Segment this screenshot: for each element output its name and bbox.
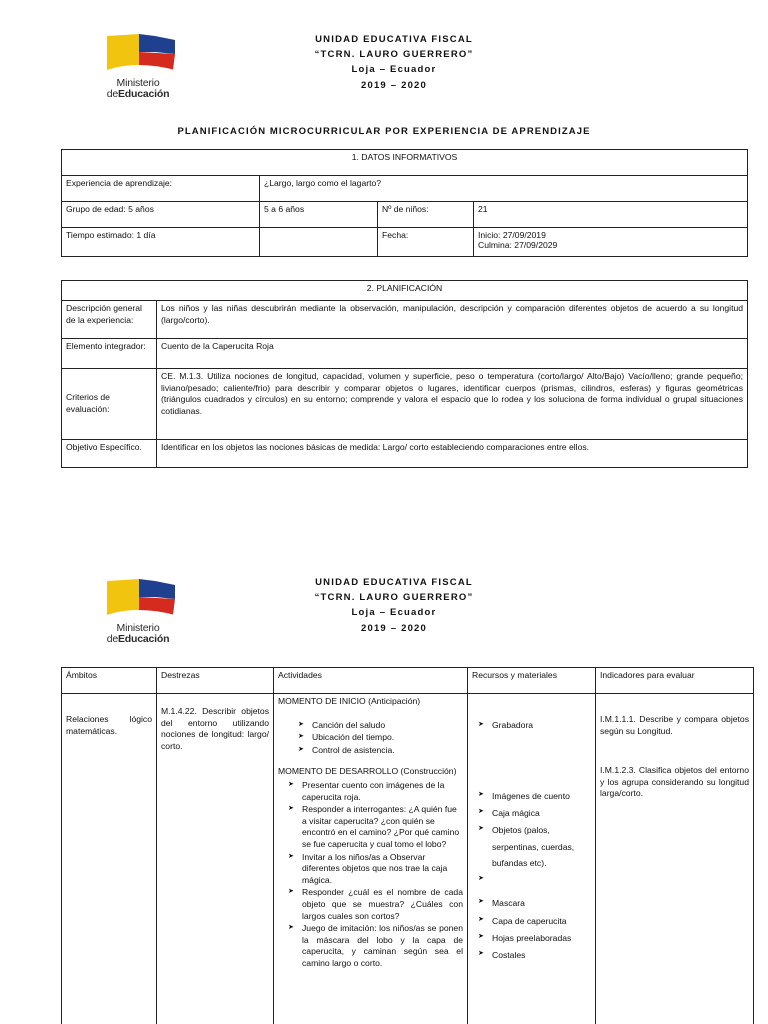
header-destrezas: Destrezas bbox=[157, 668, 274, 694]
experiencia-value: ¿Largo, largo como el lagarto? bbox=[260, 176, 748, 202]
flag-logo-icon bbox=[97, 30, 179, 76]
actividades-cell bbox=[274, 694, 468, 1024]
ambito-value: Relaciones lógico matemáticas. bbox=[66, 714, 152, 736]
grupo-label: Grupo de edad: 5 años bbox=[62, 202, 260, 228]
header-ambitos: Ámbitos bbox=[62, 668, 157, 694]
list-item: ➤ Presentar cuento con imágenes de la caperucita roja. bbox=[288, 780, 463, 803]
recursos-list-a bbox=[478, 720, 591, 732]
planificacion-title: 2. PLANIFICACIÓN bbox=[62, 281, 748, 301]
destreza-value: M.1.4.22. Describir objetos del entorno utilizando nociones de longitud: largo/ corto. bbox=[161, 706, 269, 751]
recursos-list-b bbox=[478, 788, 591, 872]
list-item: ➤ Caja mágica bbox=[478, 805, 591, 821]
header-recursos: Recursos y materiales bbox=[468, 668, 596, 694]
list-item: ➤ Responder ¿cuál es el nombre de cada objeto que se muestra? ¿Cuáles con largos cuales son cortos? bbox=[288, 887, 463, 922]
datos-informativos-table bbox=[61, 149, 748, 257]
descripcion-label: Descripción general de la experiencia: bbox=[62, 301, 157, 339]
school-year: 2019 – 2020 bbox=[360, 622, 428, 634]
school-type: UNIDAD EDUCATIVA FISCAL bbox=[315, 34, 473, 45]
ministerio-logo-2 bbox=[97, 575, 179, 651]
list-item: ➤ Invitar a los niños/as a Observar diferentes objetos que nos trae la caja mágica. bbox=[288, 852, 463, 887]
indicador-1: I.M.1.1.1. Describe y compara objetos según su Longitud. bbox=[600, 714, 749, 736]
fecha-culmina: Culmina: 27/09/2029 bbox=[478, 240, 558, 251]
actividades-table bbox=[61, 667, 754, 1024]
list-item: ➤ Responder a interrogantes: ¿A quién fue a visitar caperucita? ¿con quién se encontró en el camino? ¿Por qué camino se fue caperucita y cual tomo el lobo? bbox=[288, 804, 463, 850]
indicador-2: I.M.1.2.3. Clasifica objetos del entorno y los agrupa considerando su longitud larga/corto. bbox=[600, 765, 749, 799]
indicadores-cell bbox=[596, 694, 754, 1024]
criterios-value: CE. M.1.3. Utiliza nociones de longitud, capacidad, volumen y superficie, peso o temperatura (corto/largo/ Alto/Bajo) Vacío/lleno; grande pequeño; liviano/pesado; caliente/frio) para describir y comparar objetos o lugares, identificar cuerpos (prismas, cilindros, esferas) y figuras geométricas (triángulos cuadrados y círculos) en su entorno; comprende y valora el espacio que lo rodea y los soluciona de forma individual o grupal situaciones cotidianas. bbox=[157, 369, 748, 440]
school-header bbox=[284, 32, 504, 93]
list-item: ➤ Capa de caperucita bbox=[478, 913, 591, 929]
inicio-title: MOMENTO DE INICIO (Anticipación) bbox=[278, 696, 421, 706]
list-item: ➤ Control de asistencia. bbox=[298, 745, 463, 757]
inicio-list bbox=[298, 720, 463, 757]
datos-title: 1. DATOS INFORMATIVOS bbox=[62, 150, 748, 176]
elemento-label: Elemento integrador: bbox=[62, 339, 157, 369]
header-actividades: Actividades bbox=[274, 668, 468, 694]
recursos-cell bbox=[468, 694, 596, 1024]
ambito-cell bbox=[62, 694, 157, 1024]
tiempo-label: Tiempo estimado: 1 día bbox=[62, 228, 260, 257]
ninos-value: 21 bbox=[474, 202, 748, 228]
tiempo-empty bbox=[260, 228, 378, 257]
ninos-label: Nº de niños: bbox=[378, 202, 474, 228]
list-item: ➤ Objetos (palos, serpentinas, cuerdas, bufandas etc). bbox=[478, 822, 591, 871]
criterios-label: Criterios de evaluación: bbox=[62, 369, 157, 440]
list-item: ➤ Grabadora bbox=[478, 720, 591, 732]
list-item: ➤ Costales bbox=[478, 947, 591, 963]
ministerio-logo bbox=[97, 30, 179, 106]
objetivo-value: Identificar en los objetos las nociones básicas de medida: Largo/ corto estableciendo comparaciones entre ellos. bbox=[157, 440, 748, 468]
school-year: 2019 – 2020 bbox=[360, 79, 428, 91]
fecha-value bbox=[474, 228, 748, 257]
list-item: ➤ Hojas preelaboradas bbox=[478, 930, 591, 946]
logo-text: Ministerio deEducación bbox=[106, 77, 170, 101]
school-location: Loja – Ecuador bbox=[351, 607, 437, 619]
grupo-value: 5 a 6 años bbox=[260, 202, 378, 228]
school-location: Loja – Ecuador bbox=[351, 64, 437, 76]
school-type: UNIDAD EDUCATIVA FISCAL bbox=[315, 577, 473, 588]
planificacion-table bbox=[61, 280, 748, 468]
school-name: “TCRN. LAURO GUERRERO” bbox=[314, 49, 474, 61]
destreza-cell bbox=[157, 694, 274, 1024]
recursos-list-c bbox=[478, 895, 591, 963]
experiencia-label: Experiencia de aprendizaje: bbox=[62, 176, 260, 202]
list-item: ➤ Juego de imitación: los niños/as se ponen la máscara del lobo y la capa de caperucita, y caminan según sea el camino largo o corto. bbox=[288, 923, 463, 969]
desarrollo-title: MOMENTO DE DESARROLLO (Construcción) bbox=[278, 766, 457, 777]
fecha-inicio: Inicio: 27/09/2019 bbox=[478, 230, 546, 240]
objetivo-label: Objetivo Específico. bbox=[62, 440, 157, 468]
list-item: ➤ Imágenes de cuento bbox=[478, 788, 591, 804]
flag-logo-icon bbox=[97, 575, 179, 621]
school-header-2 bbox=[284, 575, 504, 636]
desarrollo-list bbox=[288, 780, 463, 970]
fecha-label: Fecha: bbox=[378, 228, 474, 257]
document-title: PLANIFICACIÓN MICROCURRICULAR POR EXPERIENCIA DE APRENDIZAJE bbox=[177, 126, 591, 137]
list-item: ➤ Ubicación del tiempo. bbox=[298, 732, 463, 744]
elemento-value: Cuento de la Caperucita Roja bbox=[157, 339, 748, 369]
school-name: “TCRN. LAURO GUERRERO” bbox=[314, 592, 474, 604]
logo-text: Ministerio deEducación bbox=[106, 622, 170, 646]
list-item: ➤ Canción del saludo bbox=[298, 720, 463, 732]
descripcion-value: Los niños y las niñas descubrirán mediante la observación, manipulación, descripción y comparación diferentes objetos de acuerdo a su longitud (largo/corto). bbox=[157, 301, 748, 339]
list-item: ➤ Mascara bbox=[478, 895, 591, 911]
header-indicadores: Indicadores para evaluar bbox=[596, 668, 754, 694]
